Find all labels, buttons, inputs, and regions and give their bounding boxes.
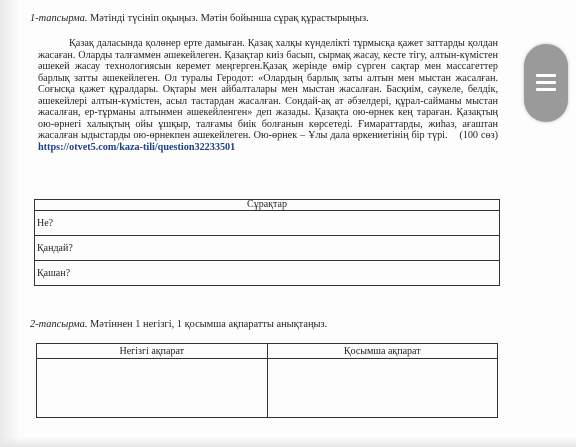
questions-table-header: Сұрақтар xyxy=(35,200,500,211)
task2-heading xyxy=(30,318,327,331)
task1-instruction: Мәтінді түсініп оқыңыз. Мәтін бойынша сұрақ құрастырыңыз. xyxy=(90,13,369,24)
task1-number: 1-тапсырма. xyxy=(30,13,88,24)
question-row: Не? xyxy=(35,211,500,236)
questions-table xyxy=(34,199,500,286)
task1-heading xyxy=(30,12,369,25)
reading-text-body: Қазақ даласында қолөнер ерте дамыған. Қазақ халқы күнделікті тұрмысқа қажет заттарды қолдан жасаған. Оларды талғаммен әшекейлеген. Қазақтар киіз басып, сырмақ жасау, кесте тігу, алтын-күмістен әшекей жасау технологиясын керемет меңгерген.Қазақ жерінде өмір сүрген сақтар мен массагеттер барлық затты әшекейлеген. Ол туралы Геродот: «Олардың барлық заты алтын мен мыстан жасалған. Соғысқа қажет құралдары. Оқтары мен айбалталары мен мыстан жасалған. Басқиім, сәукеле, белдік, әшекейлері алтын-күмістен, асыл тастардан жасалған. Сондай-ақ ат әбзелдері, құрал-сайманы мыстан жасалған, ер-тұрманы алтынмен әшекейленген» деп жазады. Қазақта ою-өрнек кең тараған. Қазақтың ою-өрнегі халықтың ойы ұшқыр, талғамы биік болғанын көрсетеді. Ғимараттарды, жиһаз, ағаштан жасалған ыдыстарды ою-өрнекпен әшекейлеген. Ою-өрнек – Ұлы дала өркениетінің бір түрі. xyxy=(38,38,498,141)
question-row: Қашан? xyxy=(35,261,500,286)
info-table xyxy=(36,343,498,418)
task2-number: 2-тапсырма. xyxy=(30,319,88,330)
task2-instruction: Мәтіннен 1 негізгі, 1 қосымша ақпаратты анықтаңыз. xyxy=(90,319,328,330)
reading-text xyxy=(38,38,498,153)
main-info-column-header: Негізгі ақпарат xyxy=(37,344,268,359)
extra-info-cell[interactable] xyxy=(267,359,498,418)
main-info-cell[interactable] xyxy=(37,359,268,418)
word-count: (100 сөз) xyxy=(459,130,498,141)
source-link[interactable]: https://otvet5.com/kaza-tili/question32233501 xyxy=(38,141,236,153)
page-shadow-left xyxy=(0,0,18,447)
menu-handle-button[interactable] xyxy=(524,44,568,122)
page-shadow-bottom xyxy=(0,437,576,447)
question-row: Қандай? xyxy=(35,236,500,261)
extra-info-column-header: Қосымша ақпарат xyxy=(267,344,498,359)
